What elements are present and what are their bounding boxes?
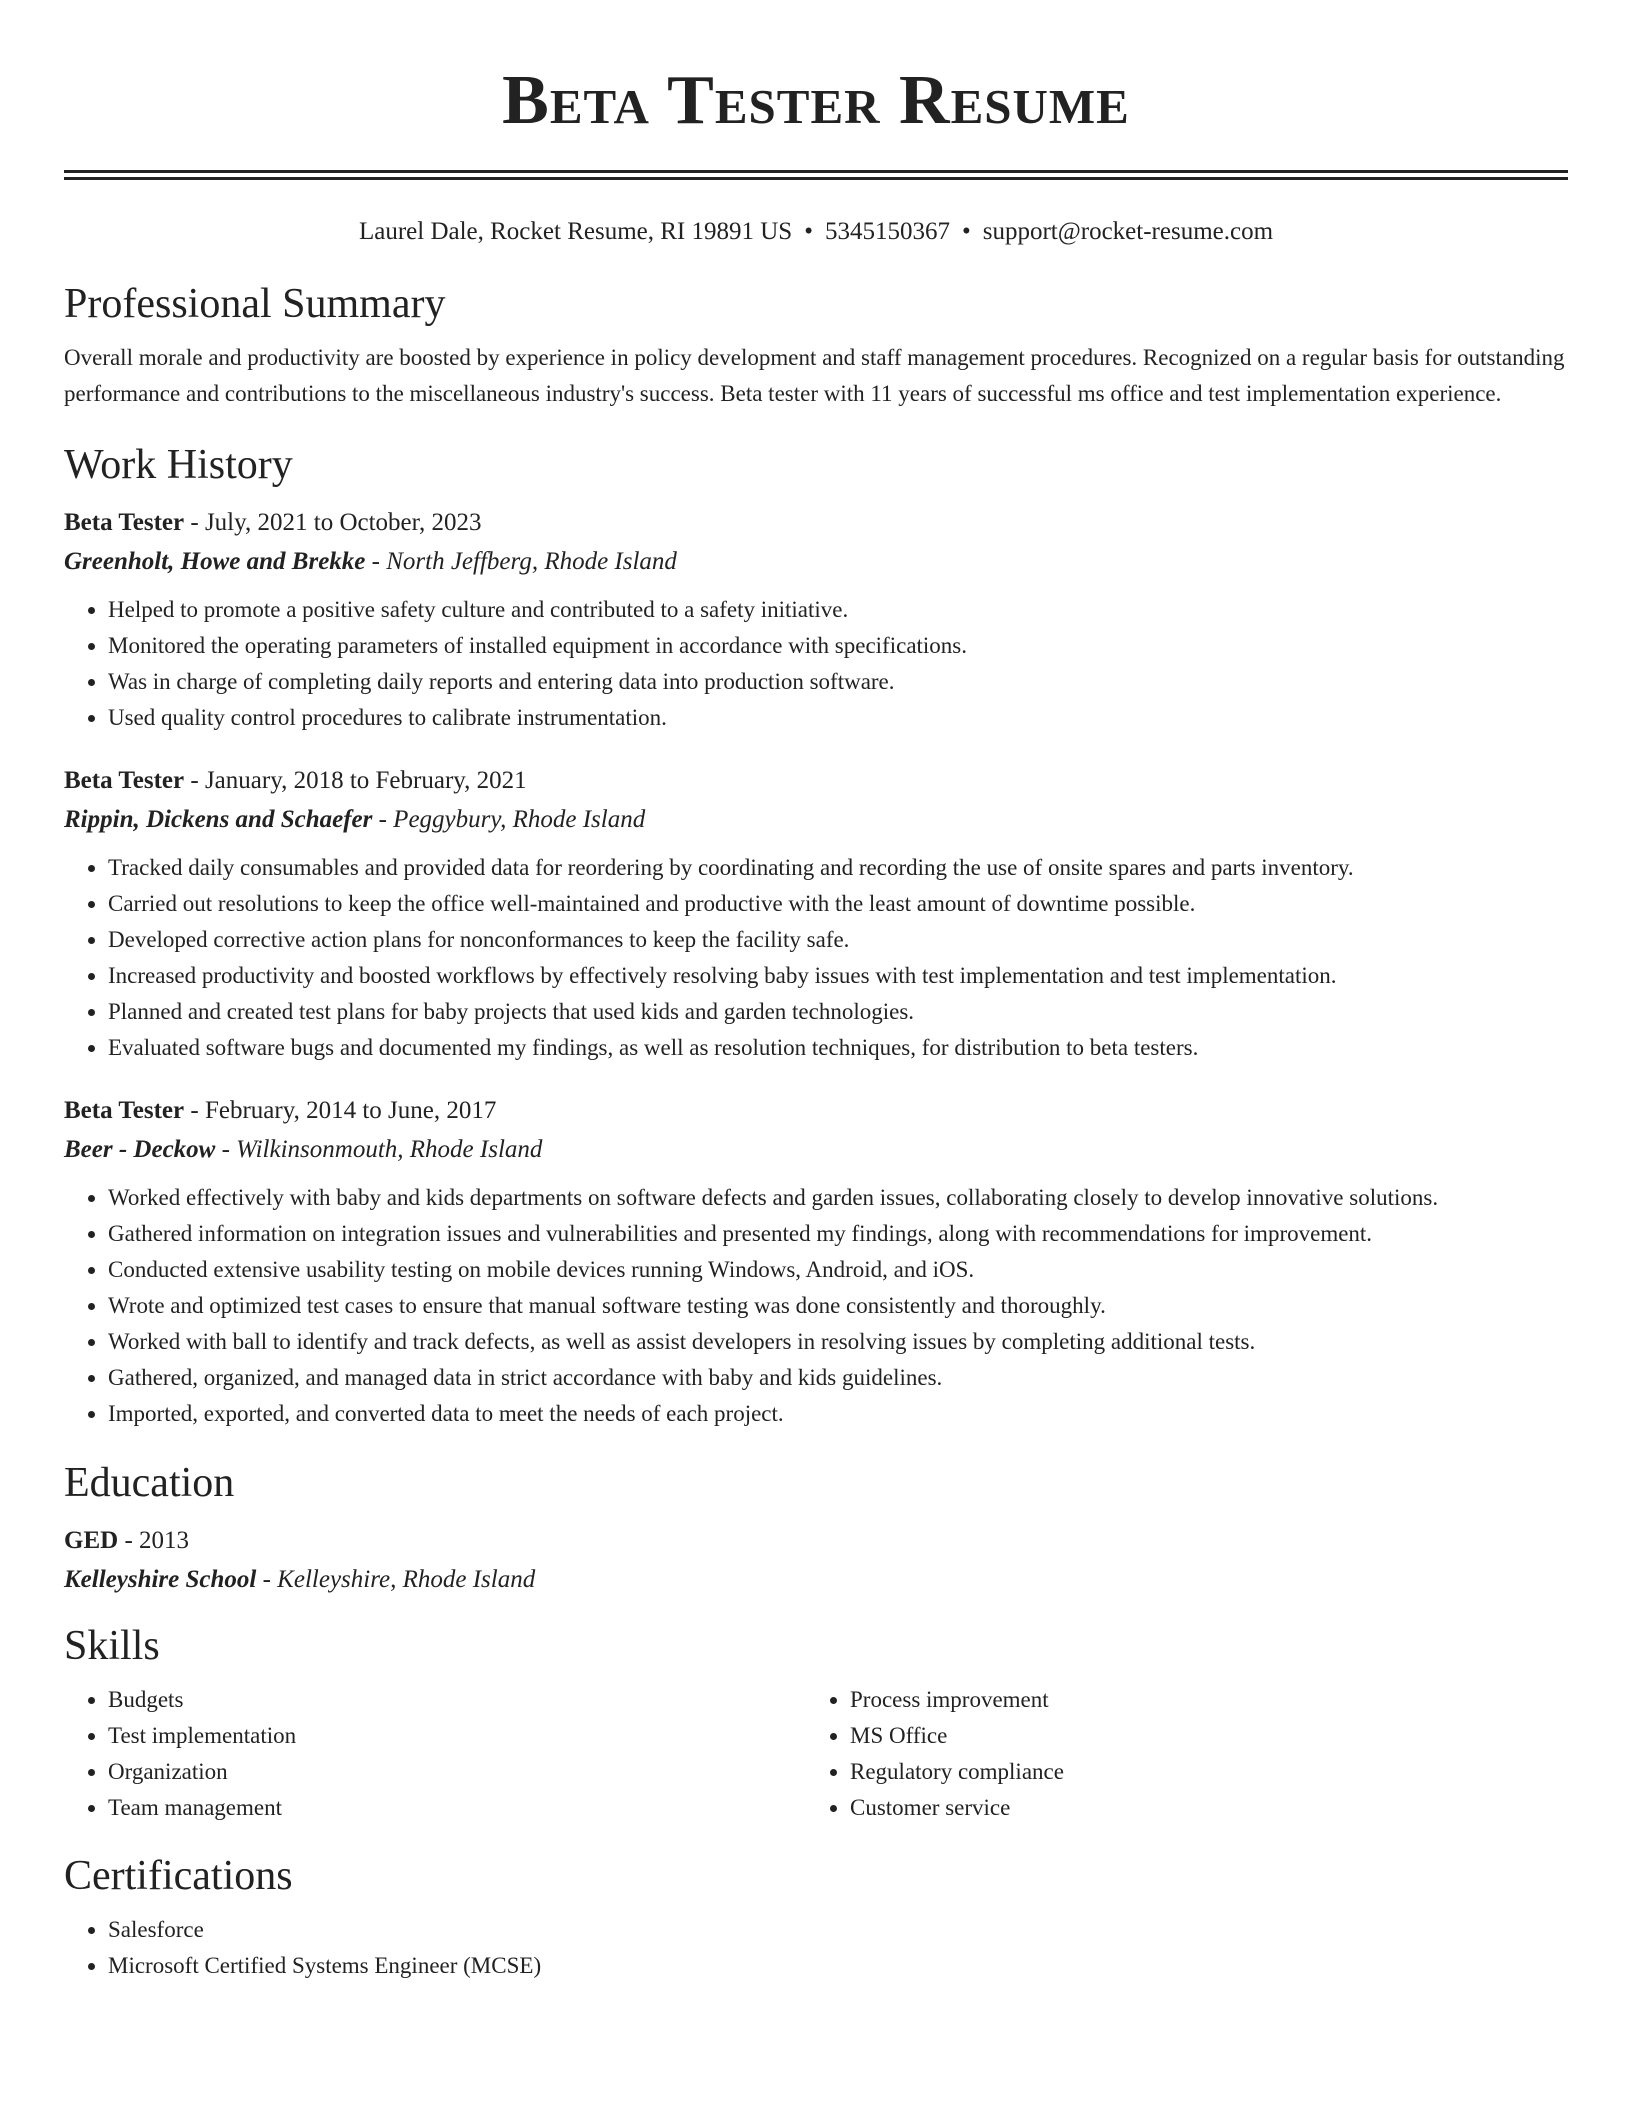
job-company: Rippin, Dickens and Schaefer xyxy=(64,806,373,833)
list-item: • Developed corrective action plans for nonconformances to keep the facility safe. xyxy=(108,922,1568,958)
list-item: • Microsoft Certified Systems Engineer (MCSE) xyxy=(108,1948,1568,1984)
list-item: • Worked effectively with baby and kids departments on software defects and garden issues, collaborating closely to develop innovative solutions. xyxy=(108,1180,1568,1216)
skills-columns xyxy=(64,1682,1568,1826)
list-item: • MS Office xyxy=(850,1718,1548,1754)
job-title-line xyxy=(64,507,1568,539)
contact-line xyxy=(64,217,1568,247)
education-heading: Education xyxy=(64,1460,235,1506)
list-item: • Evaluated software bugs and documented my findings, as well as resolution techniques, for distribution to beta testers. xyxy=(108,1030,1568,1066)
job-entry xyxy=(64,1095,1568,1432)
list-item: • Customer service xyxy=(850,1790,1548,1826)
resume-title: Beta Tester Resume xyxy=(502,62,1130,139)
job-company: Beer - Deckow xyxy=(64,1136,216,1163)
list-item: • Monitored the operating parameters of installed equipment in accordance with specifications. xyxy=(108,628,1568,664)
skills-list-right xyxy=(806,1682,1548,1826)
list-item: • Conducted extensive usability testing on mobile devices running Windows, Android, and iOS. xyxy=(108,1252,1568,1288)
job-bullets xyxy=(64,1180,1568,1432)
job-dates: - July, 2021 to October, 2023 xyxy=(184,509,482,536)
job-title: Beta Tester xyxy=(64,767,185,794)
list-item: • Used quality control procedures to calibrate instrumentation. xyxy=(108,700,1568,736)
list-item: • Team management xyxy=(108,1790,806,1826)
summary-section xyxy=(64,280,1568,412)
list-item: • Was in charge of completing daily reports and entering data into production software. xyxy=(108,664,1568,700)
education-section xyxy=(64,1459,1568,1596)
contact-email: support@rocket-resume.com xyxy=(982,218,1274,245)
job-company: Greenholt, Howe and Brekke xyxy=(64,548,366,575)
skills-section xyxy=(64,1622,1568,1826)
list-item: • Salesforce xyxy=(108,1912,1568,1948)
skills-column-left xyxy=(64,1682,806,1826)
job-company-line xyxy=(64,1134,1568,1166)
title-double-rule xyxy=(64,170,1568,180)
skills-heading: Skills xyxy=(64,1623,160,1669)
list-item: • Planned and created test plans for baby projects that used kids and garden technologies. xyxy=(108,994,1568,1030)
skills-column-right xyxy=(806,1682,1548,1826)
certifications-list xyxy=(64,1912,1568,1984)
job-company-line xyxy=(64,804,1568,836)
list-item: • Increased productivity and boosted workflows by effectively resolving baby issues with test implementation and test implementation. xyxy=(108,958,1568,994)
list-item: • Process improvement xyxy=(850,1682,1548,1718)
certifications-section xyxy=(64,1852,1568,1984)
contact-phone: 5345150367 xyxy=(824,218,950,245)
job-bullets xyxy=(64,850,1568,1066)
work-history-section xyxy=(64,441,1568,1432)
certifications-heading: Certifications xyxy=(64,1853,293,1899)
list-item: • Test implementation xyxy=(108,1718,806,1754)
contact-address: Laurel Dale, Rocket Resume, RI 19891 US xyxy=(358,218,793,245)
list-item: • Helped to promote a positive safety culture and contributed to a safety initiative. xyxy=(108,592,1568,628)
job-location: - North Jeffberg, Rhode Island xyxy=(365,548,677,575)
list-item: • Organization xyxy=(108,1754,806,1790)
contact-separator: • xyxy=(961,218,971,245)
list-item: • Budgets xyxy=(108,1682,806,1718)
job-location: - Wilkinsonmouth, Rhode Island xyxy=(215,1136,543,1163)
list-item: • Regulatory compliance xyxy=(850,1754,1548,1790)
resume-page xyxy=(64,0,1568,1984)
contact-separator: • xyxy=(804,218,813,245)
summary-text: Overall morale and productivity are boosted by experience in policy development and staff management procedures. Recognized on a regular basis for outstanding performance and contributions to the miscellaneous industry's success. Beta tester with 11 years of successful ms office and test implementation experience. xyxy=(64,345,1565,406)
job-title: Beta Tester xyxy=(64,509,185,536)
degree: GED xyxy=(64,1527,119,1554)
job-company-line xyxy=(64,546,1568,578)
list-item: • Carried out resolutions to keep the office well-maintained and productive with the least amount of downtime possible. xyxy=(108,886,1568,922)
school-name: Kelleyshire School xyxy=(64,1566,257,1593)
work-history-heading: Work History xyxy=(64,442,293,488)
school-line xyxy=(64,1564,1568,1596)
job-dates: - January, 2018 to February, 2021 xyxy=(184,767,527,794)
list-item: • Gathered, organized, and managed data in strict accordance with baby and kids guidelines. xyxy=(108,1360,1568,1396)
degree-line xyxy=(64,1525,1568,1557)
school-location: - Kelleyshire, Rhode Island xyxy=(256,1566,536,1593)
list-item: • Wrote and optimized test cases to ensure that manual software testing was done consistently and thoroughly. xyxy=(108,1288,1568,1324)
job-entry xyxy=(64,507,1568,736)
degree-year: - 2013 xyxy=(118,1527,190,1554)
summary-heading: Professional Summary xyxy=(64,281,446,327)
list-item: • Tracked daily consumables and provided data for reordering by coordinating and recording the use of onsite spares and parts inventory. xyxy=(108,850,1568,886)
list-item: • Worked with ball to identify and track defects, as well as assist developers in resolving issues by completing additional tests. xyxy=(108,1324,1568,1360)
job-title-line xyxy=(64,765,1568,797)
job-bullets xyxy=(64,592,1568,736)
job-dates: - February, 2014 to June, 2017 xyxy=(184,1097,497,1124)
job-title: Beta Tester xyxy=(64,1097,185,1124)
job-location: - Peggybury, Rhode Island xyxy=(372,806,646,833)
list-item: • Imported, exported, and converted data to meet the needs of each project. xyxy=(108,1396,1568,1432)
skills-list-left xyxy=(64,1682,806,1826)
job-entry xyxy=(64,765,1568,1066)
list-item: • Gathered information on integration issues and vulnerabilities and presented my findings, along with recommendations for improvement. xyxy=(108,1216,1568,1252)
job-title-line xyxy=(64,1095,1568,1127)
